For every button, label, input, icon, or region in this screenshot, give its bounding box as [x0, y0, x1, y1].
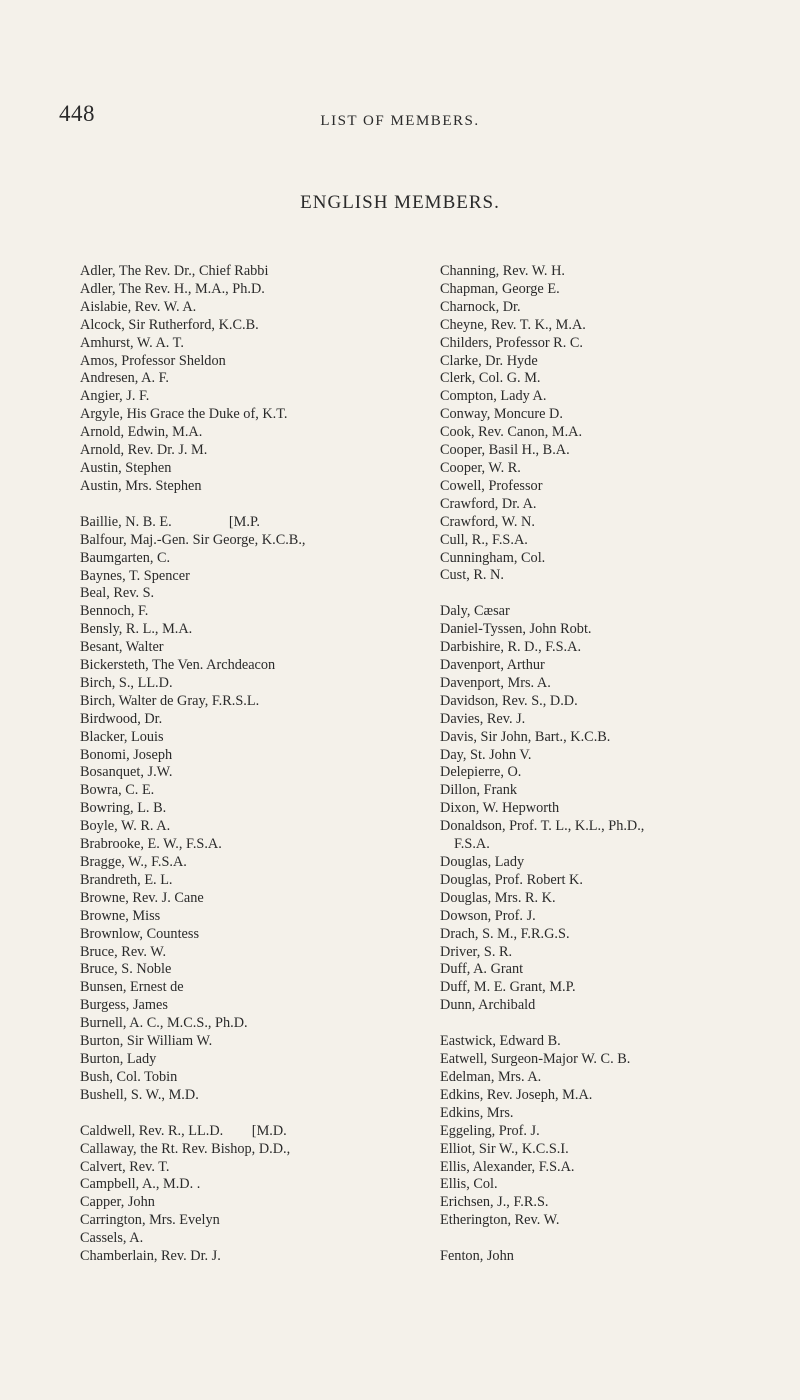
member-entry: Bickersteth, The Ven. Archdeacon — [80, 657, 276, 674]
member-entry: Balfour, Maj.-Gen. Sir George, K.C.B., — [80, 531, 306, 548]
member-entry: Brabrooke, E. W., F.S.A. — [80, 836, 222, 853]
member-entry: Bruce, Rev. W. — [80, 943, 167, 960]
page-number: 448 — [59, 101, 95, 126]
member-entry: Adler, The Rev. H., M.A., Ph.D. — [80, 280, 265, 297]
member-entry: Davies, Rev. J. — [440, 710, 526, 727]
member-entry: Blacker, Louis — [80, 728, 164, 745]
member-entry: Etherington, Rev. W. — [440, 1212, 560, 1229]
member-entry: Eastwick, Edward B. — [440, 1033, 561, 1050]
member-entry: Austin, Stephen — [80, 459, 172, 476]
member-entry: Bruce, S. Noble — [80, 961, 172, 978]
member-entry: Arnold, Rev. Dr. J. M. — [80, 442, 208, 459]
member-entry: Duff, M. E. Grant, M.P. — [440, 979, 576, 996]
member-entry: Brownlow, Countess — [80, 925, 200, 942]
member-entry: Eatwell, Surgeon-Major W. C. B. — [440, 1051, 631, 1068]
member-entry: Burton, Sir William W. — [80, 1033, 213, 1050]
member-entry: Calvert, Rev. T. — [80, 1158, 170, 1175]
member-entry: Edkins, Rev. Joseph, M.A. — [440, 1086, 593, 1103]
member-entry: Bonomi, Joseph — [80, 746, 173, 763]
member-entry: Edkins, Mrs. — [440, 1104, 514, 1121]
member-entry: Cowell, Professor — [440, 477, 543, 494]
member-entry: Duff, A. Grant — [440, 961, 524, 978]
member-entry: Cunningham, Col. — [440, 549, 546, 566]
member-entry: Dillon, Frank — [440, 782, 518, 799]
member-entry: Adler, The Rev. Dr., Chief Rabbi — [80, 263, 269, 279]
member-entry: Amhurst, W. A. T. — [80, 334, 184, 351]
member-entry: Andresen, A. F. — [80, 370, 169, 387]
member-entry: Argyle, His Grace the Duke of, K.T. — [80, 406, 288, 423]
member-entry: Dunn, Archibald — [440, 997, 536, 1014]
member-entry: Eggeling, Prof. J. — [440, 1122, 540, 1139]
member-entry: Cheyne, Rev. T. K., M.A. — [440, 316, 586, 333]
member-entry: Browne, Miss — [80, 907, 161, 924]
member-entry: Burgess, James — [80, 997, 168, 1014]
member-entry: Bensly, R. L., M.A. — [80, 621, 193, 638]
member-entry: Dowson, Prof. J. — [440, 907, 536, 924]
member-entry: Campbell, A., M.D. . — [80, 1176, 201, 1193]
member-entry: Darbishire, R. D., F.S.A. — [440, 639, 582, 656]
member-entry: Davenport, Arthur — [440, 657, 545, 674]
member-entry: Donaldson, Prof. T. L., K.L., Ph.D., — [440, 818, 645, 835]
member-group — [80, 514, 400, 1105]
member-entry: Fenton, John — [440, 1248, 514, 1265]
member-entry: F.S.A. — [454, 836, 490, 853]
right-column — [440, 263, 795, 1284]
running-head: LIST OF MEMBERS. — [320, 113, 480, 129]
member-entry: Edelman, Mrs. A. — [440, 1068, 542, 1085]
member-group — [440, 1033, 795, 1230]
member-entry: Cook, Rev. Canon, M.A. — [440, 424, 583, 441]
member-entry: Channing, Rev. W. H. — [440, 263, 565, 279]
member-entry: Burton, Lady — [80, 1050, 157, 1067]
member-entry: Birch, S., LL.D. — [80, 674, 173, 691]
member-entry: Boyle, W. R. A. — [80, 818, 171, 835]
member-group — [80, 1123, 400, 1266]
member-entry: Bush, Col. Tobin — [80, 1068, 178, 1085]
member-entry: Bragge, W., F.S.A. — [80, 854, 187, 870]
member-entry: Birch, Walter de Gray, F.R.S.L. — [80, 692, 260, 709]
member-entry: Bowra, C. E. — [80, 782, 155, 799]
member-entry: Douglas, Mrs. R. K. — [440, 889, 556, 906]
member-entry: Conway, Moncure D. — [440, 406, 563, 423]
member-entry: Bowring, L. B. — [80, 800, 167, 817]
member-entry: Cooper, W. R. — [440, 459, 521, 476]
member-entry: Browne, Rev. J. Cane — [80, 889, 204, 906]
member-entry: Crawford, W. N. — [440, 513, 535, 530]
member-entry: Drach, S. M., F.R.G.S. — [440, 925, 570, 942]
member-group — [440, 603, 795, 1015]
member-entry: Besant, Walter — [80, 639, 164, 656]
member-entry: Beal, Rev. S. — [80, 585, 155, 602]
member-entry: Chapman, George E. — [440, 280, 560, 297]
member-entry: Davenport, Mrs. A. — [440, 674, 551, 691]
member-entry: Crawford, Dr. A. — [440, 495, 537, 512]
member-entry: Bunsen, Ernest de — [80, 979, 184, 996]
member-entry: Daniel-Tyssen, John Robt. — [440, 621, 592, 638]
member-entry: Douglas, Prof. Robert K. — [440, 871, 583, 888]
member-entry: Cooper, Basil H., B.A. — [440, 442, 570, 459]
member-entry: Ellis, Alexander, F.S.A. — [440, 1158, 575, 1175]
member-entry: Charnock, Dr. — [440, 298, 521, 315]
member-entry: Clarke, Dr. Hyde — [440, 352, 538, 369]
member-entry: Arnold, Edwin, M.A. — [80, 424, 203, 441]
member-entry: Brandreth, E. L. — [80, 871, 173, 888]
member-entry: Callaway, the Rt. Rev. Bishop, D.D., — [80, 1140, 291, 1157]
member-entry: Angier, J. F. — [80, 388, 150, 405]
member-entry: Daly, Cæsar — [440, 603, 510, 620]
member-entry: Elliot, Sir W., K.C.S.I. — [440, 1140, 569, 1157]
member-entry: Cust, R. N. — [440, 567, 504, 584]
member-entry: Baillie, N. B. E. [M.P. — [80, 513, 260, 530]
member-entry: Cull, R., F.S.A. — [440, 531, 528, 548]
member-group — [80, 263, 400, 496]
member-entry: Burnell, A. C., M.C.S., Ph.D. — [80, 1015, 248, 1032]
member-entry: Bosanquet, J.W. — [80, 764, 173, 781]
member-entry: Birdwood, Dr. — [80, 710, 163, 727]
member-entry: Cassels, A. — [80, 1230, 144, 1247]
section-heading: ENGLISH MEMBERS. — [300, 192, 500, 213]
member-entry: Childers, Professor R. C. — [440, 334, 583, 351]
member-entry: Day, St. John V. — [440, 746, 532, 763]
member-entry: Alcock, Sir Rutherford, K.C.B. — [80, 316, 259, 333]
member-entry: Capper, John — [80, 1194, 155, 1211]
member-entry: Driver, S. R. — [440, 943, 513, 960]
member-entry: Delepierre, O. — [440, 764, 522, 781]
member-entry: Compton, Lady A. — [440, 388, 547, 405]
member-entry: Baynes, T. Spencer — [80, 567, 190, 584]
member-entry: Carrington, Mrs. Evelyn — [80, 1212, 220, 1229]
member-entry: Bennoch, F. — [80, 603, 149, 620]
member-entry: Ellis, Col. — [440, 1176, 498, 1193]
member-group — [440, 1248, 795, 1266]
member-entry: Douglas, Lady — [440, 854, 525, 870]
member-entry: Chamberlain, Rev. Dr. J. — [80, 1248, 221, 1265]
member-entry: Bushell, S. W., M.D. — [80, 1086, 199, 1103]
member-entry: Davidson, Rev. S., D.D. — [440, 692, 578, 709]
member-entry: Baumgarten, C. — [80, 549, 171, 566]
member-entry: Amos, Professor Sheldon — [80, 352, 226, 369]
member-group — [440, 263, 795, 585]
left-column — [80, 263, 400, 1284]
member-entry: Davis, Sir John, Bart., K.C.B. — [440, 728, 611, 745]
member-entry: Clerk, Col. G. M. — [440, 370, 541, 387]
member-entry: Caldwell, Rev. R., LL.D. [M.D. — [80, 1122, 287, 1139]
member-entry: Dixon, W. Hepworth — [440, 800, 560, 817]
member-entry: Aislabie, Rev. W. A. — [80, 298, 197, 315]
member-entry: Erichsen, J., F.R.S. — [440, 1194, 549, 1211]
member-entry: Austin, Mrs. Stephen — [80, 477, 202, 494]
